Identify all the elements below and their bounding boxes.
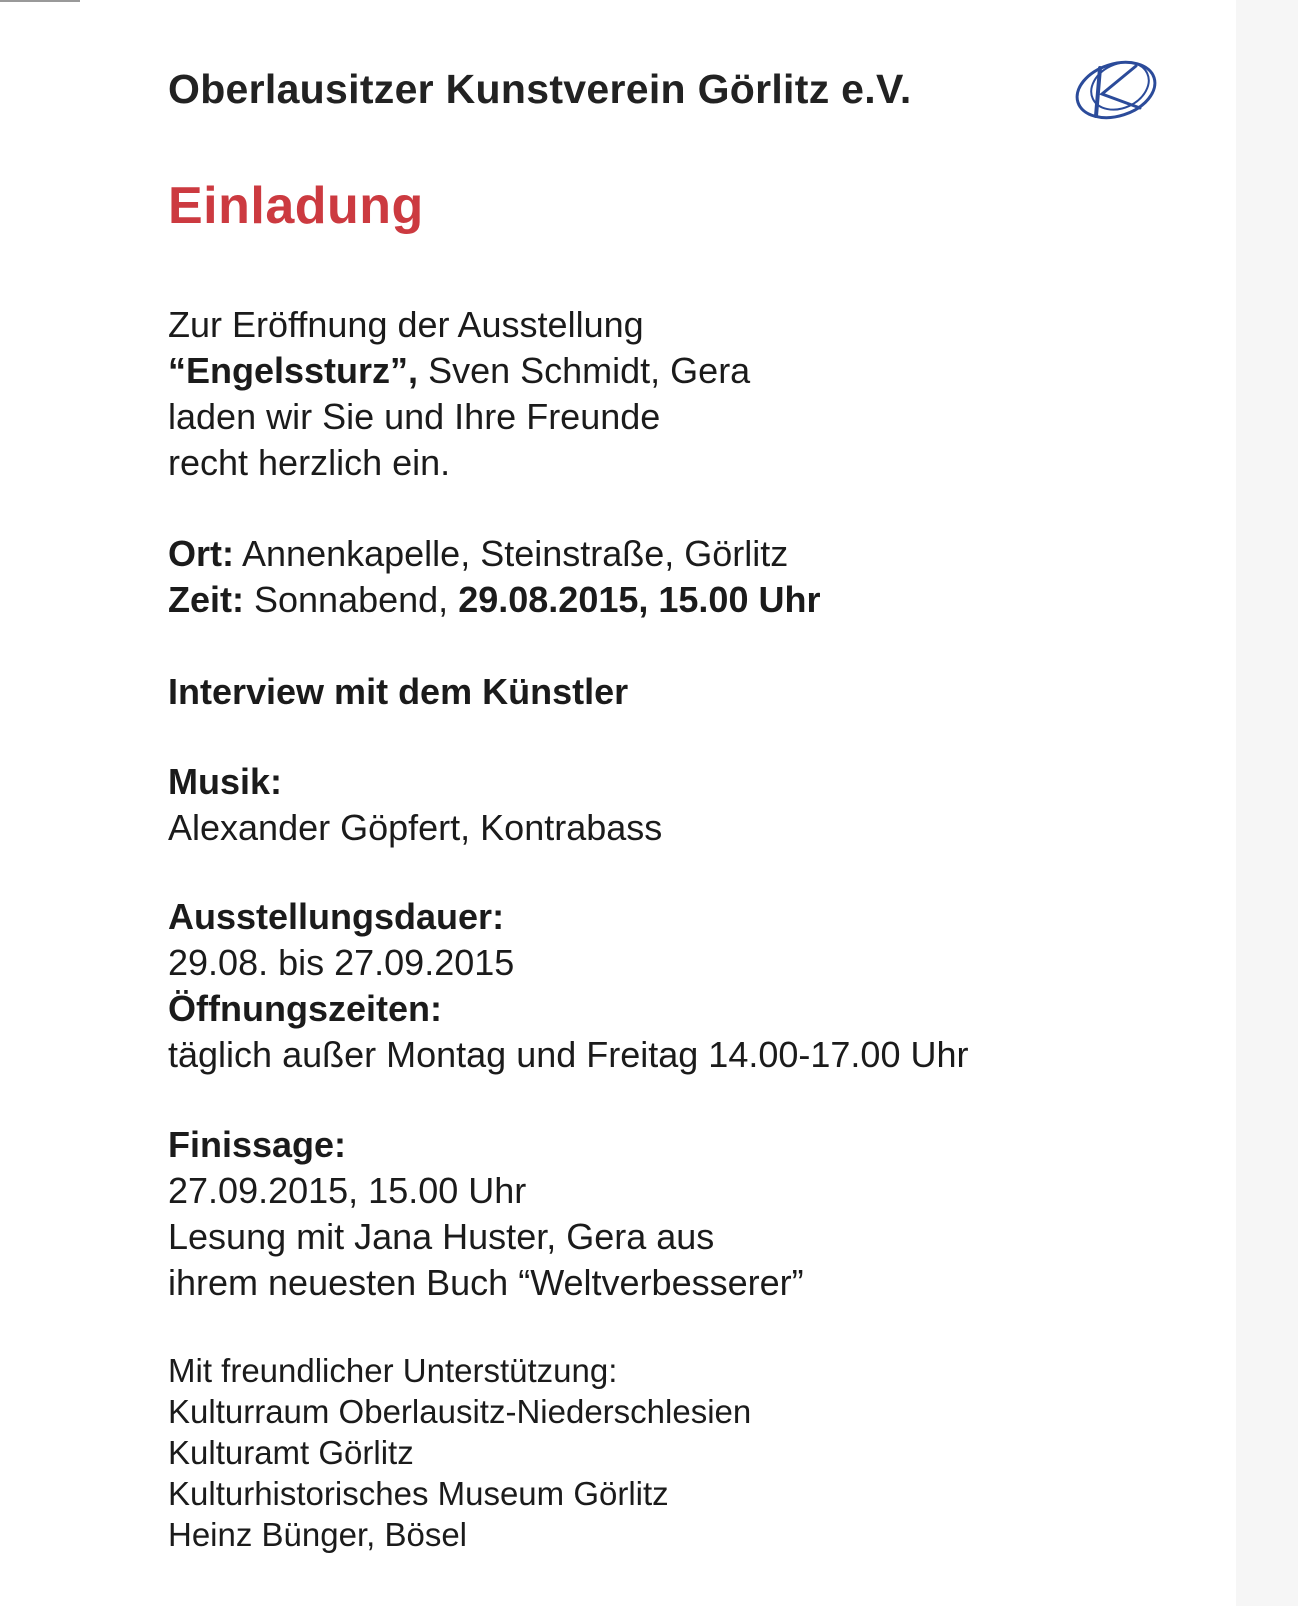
finissage-line: Lesung mit Jana Huster, Gera aus <box>168 1216 715 1257</box>
location-label: Ort: <box>168 533 234 574</box>
duration-value: 29.08. bis 27.09.2015 <box>168 942 515 983</box>
sponsor-item: Kulturhistorisches Museum Görlitz <box>168 1475 669 1512</box>
sponsor-item: Kulturamt Görlitz <box>168 1434 414 1471</box>
exhibition-line <box>168 348 750 394</box>
time-day: Sonnabend, <box>244 579 459 620</box>
artist-name: Sven Schmidt, Gera <box>418 350 751 391</box>
music-label: Musik: <box>168 761 283 802</box>
duration-label: Ausstellungsdauer: <box>168 896 505 937</box>
sponsor-item: Kulturraum Oberlausitz-Niederschlesien <box>168 1393 752 1430</box>
support-heading: Mit freundlicher Unterstützung: <box>168 1352 618 1389</box>
opening-hours-label: Öffnungszeiten: <box>168 988 442 1029</box>
time-datetime: 29.08.2015, 15.00 Uhr <box>458 579 821 620</box>
finissage-datetime: 27.09.2015, 15.00 Uhr <box>168 1170 527 1211</box>
exhibition-title: “Engelssturz”, <box>168 350 419 391</box>
finissage-section <box>168 1122 804 1306</box>
opening-hours-value: täglich außer Montag und Freitag 14.00-17.00 Uhr <box>168 1034 969 1075</box>
sponsor-item: Heinz Bünger, Bösel <box>168 1516 468 1553</box>
music-section <box>168 759 662 851</box>
scan-artifact <box>0 0 80 2</box>
intro-line: laden wir Sie und Ihre Freunde <box>168 396 661 437</box>
event-details <box>168 531 820 623</box>
finissage-label: Finissage: <box>168 1124 347 1165</box>
intro-line: recht herzlich ein. <box>168 442 451 483</box>
time-label: Zeit: <box>168 579 244 620</box>
scan-edge <box>1236 0 1298 1606</box>
intro-line: Zur Eröffnung der Ausstellung <box>168 304 644 345</box>
duration-section <box>168 894 968 1078</box>
time-line <box>168 577 820 623</box>
interview-note: Interview mit dem Künstler <box>168 671 629 712</box>
kunstverein-logo-icon <box>1070 52 1162 126</box>
location-value: Annenkapelle, Steinstraße, Görlitz <box>234 533 789 574</box>
location-line <box>168 531 820 577</box>
finissage-line: ihrem neuesten Buch “Weltverbesserer” <box>168 1262 804 1303</box>
organization-name: Oberlausitzer Kunstverein Görlitz e.V. <box>168 66 912 112</box>
support-section <box>168 1350 751 1555</box>
intro-paragraph <box>168 302 750 486</box>
music-value: Alexander Göpfert, Kontrabass <box>168 807 663 848</box>
invitation-title: Einladung <box>168 177 424 235</box>
